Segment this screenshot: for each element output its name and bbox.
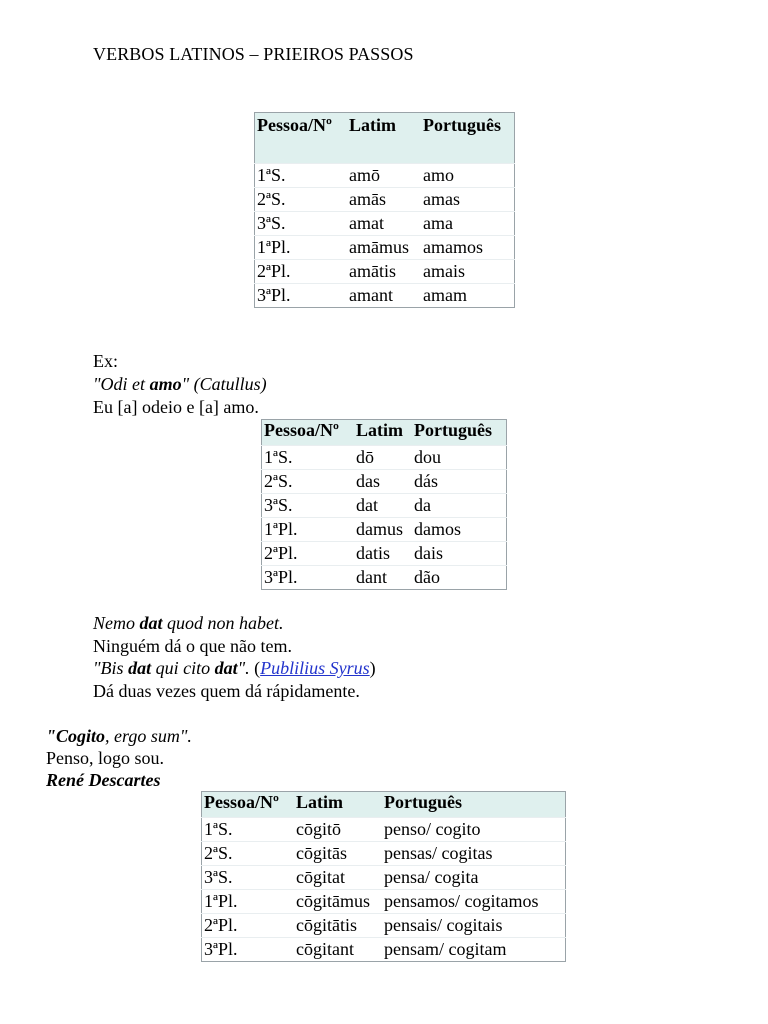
catullus-translation: Eu [a] odeio e [a] amo. bbox=[93, 397, 259, 417]
cell-latin: cōgitās bbox=[294, 842, 382, 866]
bis-translation: Dá duas vezes quem dá rápidamente. bbox=[93, 681, 360, 701]
header-portuguese: Português bbox=[412, 420, 507, 446]
cell-person: 3ªS. bbox=[202, 866, 295, 890]
quote-text: "Bis bbox=[93, 658, 129, 678]
table-header-row bbox=[262, 420, 507, 446]
cell-latin: amant bbox=[347, 284, 421, 308]
cell-latin: damus bbox=[354, 518, 412, 542]
cell-portuguese: dais bbox=[412, 542, 507, 566]
cogito-translation: Penso, logo sou. bbox=[46, 748, 165, 768]
cell-portuguese: amais bbox=[421, 260, 515, 284]
cell-latin: cōgitātis bbox=[294, 914, 382, 938]
table-row bbox=[262, 518, 507, 542]
cell-latin: das bbox=[354, 470, 412, 494]
table-row bbox=[262, 494, 507, 518]
cell-latin: amās bbox=[347, 188, 421, 212]
table-row bbox=[262, 566, 507, 590]
quote-close: " bbox=[181, 374, 190, 394]
header-latin: Latim bbox=[354, 420, 412, 446]
cell-portuguese: pensamos/ cogitamos bbox=[382, 890, 566, 914]
cell-latin: amātis bbox=[347, 260, 421, 284]
table-row bbox=[202, 842, 566, 866]
table-row bbox=[202, 914, 566, 938]
cell-portuguese: amamos bbox=[421, 236, 515, 260]
quote-text: qui cito bbox=[151, 658, 215, 678]
cell-person: 3ªPl. bbox=[262, 566, 355, 590]
quote-bold-word: Cogito bbox=[56, 726, 106, 746]
quote-bold-word: dat bbox=[128, 658, 152, 678]
table-row bbox=[202, 938, 566, 962]
conjugation-table-dare bbox=[261, 419, 507, 590]
table-row bbox=[262, 470, 507, 494]
cell-person: 2ªPl. bbox=[202, 914, 295, 938]
cell-latin: cōgitat bbox=[294, 866, 382, 890]
cell-portuguese: damos bbox=[412, 518, 507, 542]
table-header-row bbox=[255, 113, 515, 164]
header-latin: Latim bbox=[347, 113, 421, 164]
cell-person: 2ªS. bbox=[262, 470, 355, 494]
header-person: Pessoa/Nº bbox=[262, 420, 355, 446]
cell-person: 1ªPl. bbox=[262, 518, 355, 542]
table-header-row bbox=[202, 792, 566, 818]
conjugation-table-cogitare bbox=[201, 791, 566, 962]
cell-portuguese: da bbox=[412, 494, 507, 518]
table-row bbox=[255, 164, 515, 188]
header-portuguese: Português bbox=[421, 113, 515, 164]
cell-latin: dō bbox=[354, 446, 412, 470]
cell-latin: cōgitāmus bbox=[294, 890, 382, 914]
cell-person: 1ªPl. bbox=[255, 236, 348, 260]
cell-person: 1ªS. bbox=[262, 446, 355, 470]
table-row bbox=[202, 866, 566, 890]
cell-latin: dat bbox=[354, 494, 412, 518]
quote-text: quod non habet. bbox=[162, 613, 284, 633]
bis-quote bbox=[93, 658, 376, 679]
cell-latin: cōgitant bbox=[294, 938, 382, 962]
header-person: Pessoa/Nº bbox=[255, 113, 348, 164]
cell-person: 3ªPl. bbox=[202, 938, 295, 962]
conjugation-table-amare bbox=[254, 112, 515, 308]
table-row bbox=[255, 284, 515, 308]
table-row bbox=[255, 212, 515, 236]
quote-bold-word: amo bbox=[149, 374, 182, 394]
header-portuguese: Português bbox=[382, 792, 566, 818]
nemo-translation: Ninguém dá o que não tem. bbox=[93, 636, 292, 656]
example-label: Ex: bbox=[93, 351, 118, 371]
paren-close: ) bbox=[369, 658, 376, 678]
cogito-author: René Descartes bbox=[46, 770, 161, 790]
quote-text: ". bbox=[237, 658, 250, 678]
cell-portuguese: pensa/ cogita bbox=[382, 866, 566, 890]
page-title: VERBOS LATINOS – PRIEIROS PASSOS bbox=[93, 44, 414, 64]
cell-portuguese: dás bbox=[412, 470, 507, 494]
header-latin: Latim bbox=[294, 792, 382, 818]
cell-person: 2ªS. bbox=[255, 188, 348, 212]
table-row bbox=[202, 818, 566, 842]
paren-open: ( bbox=[249, 658, 261, 678]
cell-latin: cōgitō bbox=[294, 818, 382, 842]
quote-text: "Odi et bbox=[93, 374, 150, 394]
cell-portuguese: pensas/ cogitas bbox=[382, 842, 566, 866]
catullus-quote bbox=[93, 374, 267, 395]
quote-text: , ergo sum bbox=[105, 726, 180, 746]
nemo-quote bbox=[93, 613, 284, 634]
cell-person: 1ªS. bbox=[255, 164, 348, 188]
publilius-syrus-link[interactable]: Publilius Syrus bbox=[260, 658, 370, 678]
cell-person: 3ªS. bbox=[255, 212, 348, 236]
cell-portuguese: pensam/ cogitam bbox=[382, 938, 566, 962]
table-row bbox=[262, 446, 507, 470]
quote-mark: " bbox=[46, 726, 56, 746]
cell-portuguese: amas bbox=[421, 188, 515, 212]
cell-portuguese: penso/ cogito bbox=[382, 818, 566, 842]
table-row bbox=[255, 188, 515, 212]
cell-person: 2ªPl. bbox=[255, 260, 348, 284]
table-row bbox=[202, 890, 566, 914]
cell-portuguese: dou bbox=[412, 446, 507, 470]
cell-portuguese: ama bbox=[421, 212, 515, 236]
quote-text: Nemo bbox=[93, 613, 140, 633]
quote-bold-word: dat bbox=[139, 613, 163, 633]
cell-person: 3ªS. bbox=[262, 494, 355, 518]
quote-author: (Catullus) bbox=[189, 374, 267, 394]
cell-person: 3ªPl. bbox=[255, 284, 348, 308]
cell-latin: amāmus bbox=[347, 236, 421, 260]
header-person: Pessoa/Nº bbox=[202, 792, 295, 818]
cell-portuguese: pensais/ cogitais bbox=[382, 914, 566, 938]
cell-portuguese: amo bbox=[421, 164, 515, 188]
cell-person: 2ªPl. bbox=[262, 542, 355, 566]
cell-person: 1ªPl. bbox=[202, 890, 295, 914]
cell-latin: dant bbox=[354, 566, 412, 590]
table-row bbox=[255, 260, 515, 284]
cell-latin: datis bbox=[354, 542, 412, 566]
cell-portuguese: amam bbox=[421, 284, 515, 308]
table-row bbox=[262, 542, 507, 566]
cell-latin: amat bbox=[347, 212, 421, 236]
quote-close: ". bbox=[179, 726, 192, 746]
cogito-quote bbox=[46, 726, 192, 747]
cell-person: 1ªS. bbox=[202, 818, 295, 842]
cell-latin: amō bbox=[347, 164, 421, 188]
quote-bold-word: dat bbox=[214, 658, 238, 678]
cell-portuguese: dão bbox=[412, 566, 507, 590]
cell-person: 2ªS. bbox=[202, 842, 295, 866]
table-row bbox=[255, 236, 515, 260]
